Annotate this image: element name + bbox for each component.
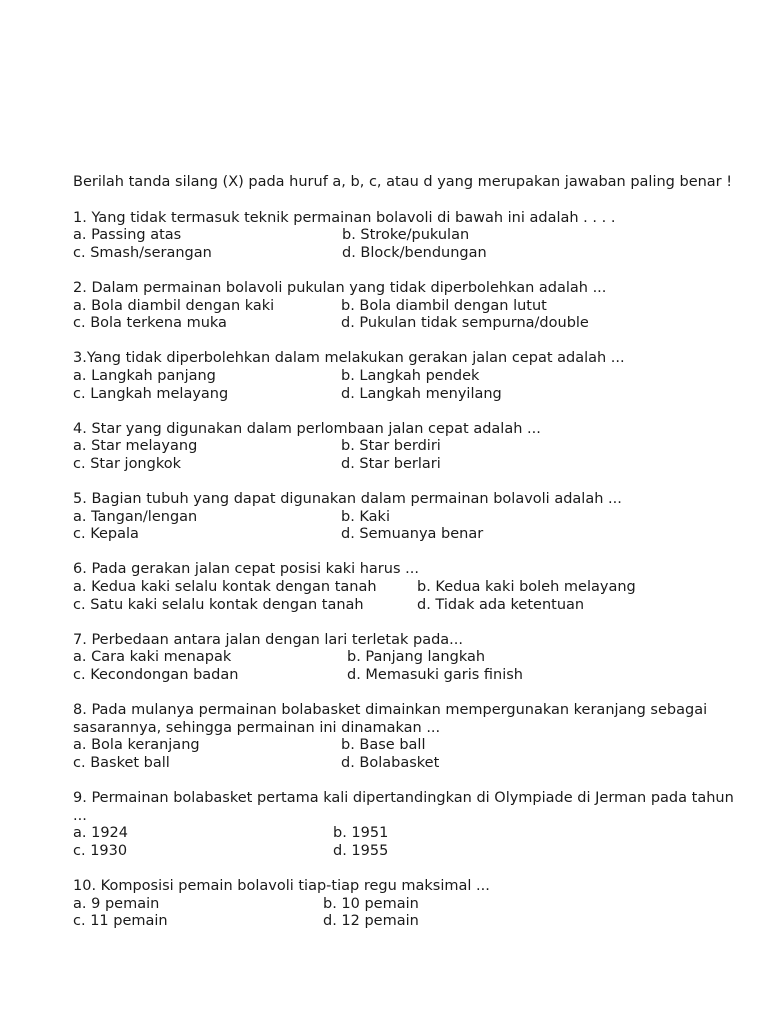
option-row: [73, 913, 738, 931]
option-row: [73, 386, 738, 404]
option-row: [73, 526, 738, 544]
option-c: c. Satu kaki selalu kontak dengan tanah: [73, 596, 364, 613]
option-row: [73, 456, 738, 474]
question-10: [73, 878, 738, 931]
instruction-text: Berilah tanda silang (X) pada huruf a, b, c, atau d yang merupakan jawaban paling benar !: [73, 174, 733, 190]
option-b: b. Kedua kaki boleh melayang: [417, 579, 636, 596]
question-text: 7. Perbedaan antara jalan dengan lari terletak pada...: [73, 631, 463, 648]
option-b: b. Stroke/pukulan: [342, 227, 470, 244]
option-a: a. Tangan/lengan: [73, 508, 198, 525]
question-text: 2. Dalam permainan bolavoli pukulan yang tidak diperbolehkan adalah ...: [73, 279, 607, 296]
question-6: [73, 561, 738, 614]
question-text: 10. Komposisi pemain bolavoli tiap-tiap regu maksimal ...: [73, 878, 490, 895]
option-d: d. 12 pemain: [323, 913, 419, 930]
question-text: 9. Permainan bolabasket pertama kali dipertandingkan di Olympiade di Jerman pada tahun ...: [73, 790, 734, 824]
option-c: c. Kecondongan badan: [73, 667, 239, 684]
question-4: [73, 421, 738, 474]
question-text: 4. Star yang digunakan dalam perlombaan jalan cepat adalah ...: [73, 420, 541, 437]
option-row: [73, 737, 738, 755]
option-a: a. Cara kaki menapak: [73, 649, 232, 666]
question-3: [73, 350, 738, 403]
question-text: 5. Bagian tubuh yang dapat digunakan dalam permainan bolavoli adalah ...: [73, 491, 622, 508]
option-c: c. Kepala: [73, 526, 139, 543]
option-c: c. 1930: [73, 842, 128, 859]
option-d: d. Langkah menyilang: [341, 385, 502, 402]
option-row: [73, 896, 738, 914]
option-b: b. Bola diambil dengan lutut: [341, 297, 547, 314]
question-1: [73, 210, 738, 263]
option-b: b. 1951: [333, 825, 389, 842]
worksheet: [73, 174, 738, 949]
option-row: [73, 438, 738, 456]
option-c: c. 11 pemain: [73, 913, 168, 930]
option-row: [73, 667, 738, 685]
option-row: [73, 509, 738, 527]
option-d: d. Tidak ada ketentuan: [417, 596, 585, 613]
option-d: d. Semuanya benar: [341, 526, 484, 543]
question-2: [73, 280, 738, 333]
option-row: [73, 227, 738, 245]
question-text: 1. Yang tidak termasuk teknik permainan bolavoli di bawah ini adalah . . . .: [73, 209, 616, 226]
option-a: a. 1924: [73, 825, 129, 842]
option-d: d. Star berlari: [341, 455, 441, 472]
option-a: a. Bola diambil dengan kaki: [73, 297, 275, 314]
option-c: c. Star jongkok: [73, 455, 181, 472]
option-d: d. Pukulan tidak sempurna/double: [341, 315, 589, 332]
option-a: a. 9 pemain: [73, 895, 160, 912]
option-b: b. Kaki: [341, 508, 390, 525]
question-8: [73, 702, 738, 772]
option-c: c. Basket ball: [73, 755, 170, 771]
option-b: b. 10 pemain: [323, 895, 419, 912]
question-7: [73, 632, 738, 685]
question-text: 8. Pada mulanya permainan bolabasket dimainkan mempergunakan keranjang sebagai sasarannya, sehingga permainan ini dinamakan ...: [73, 702, 708, 736]
option-a: a. Langkah panjang: [73, 367, 216, 384]
option-a: a. Passing atas: [73, 227, 182, 244]
option-row: [73, 315, 738, 333]
option-row: [73, 825, 738, 843]
option-c: c. Bola terkena muka: [73, 315, 227, 332]
question-text: 6. Pada gerakan jalan cepat posisi kaki harus ...: [73, 561, 419, 578]
option-b: b. Base ball: [341, 737, 426, 754]
option-row: [73, 368, 738, 386]
option-c: c. Langkah melayang: [73, 385, 229, 402]
question-9: [73, 790, 738, 860]
option-a: a. Bola keranjang: [73, 737, 200, 754]
option-b: b. Panjang langkah: [347, 649, 486, 666]
option-d: d. Block/bendungan: [342, 244, 487, 261]
option-row: [73, 298, 738, 316]
option-b: b. Langkah pendek: [341, 367, 480, 384]
option-row: [73, 579, 738, 597]
option-c: c. Smash/serangan: [73, 244, 212, 261]
option-d: d. Bolabasket: [341, 755, 440, 771]
option-a: a. Star melayang: [73, 438, 198, 455]
option-d: d. 1955: [333, 842, 389, 859]
question-text: 3.Yang tidak diperbolehkan dalam melakukan gerakan jalan cepat adalah ...: [73, 350, 625, 367]
option-a: a. Kedua kaki selalu kontak dengan tanah: [73, 579, 377, 596]
option-row: [73, 843, 738, 861]
option-d: d. Memasuki garis finish: [347, 667, 523, 684]
option-row: [73, 245, 738, 263]
option-b: b. Star berdiri: [341, 438, 441, 455]
option-row: [73, 755, 738, 773]
option-row: [73, 597, 738, 615]
option-row: [73, 649, 738, 667]
question-5: [73, 491, 738, 544]
